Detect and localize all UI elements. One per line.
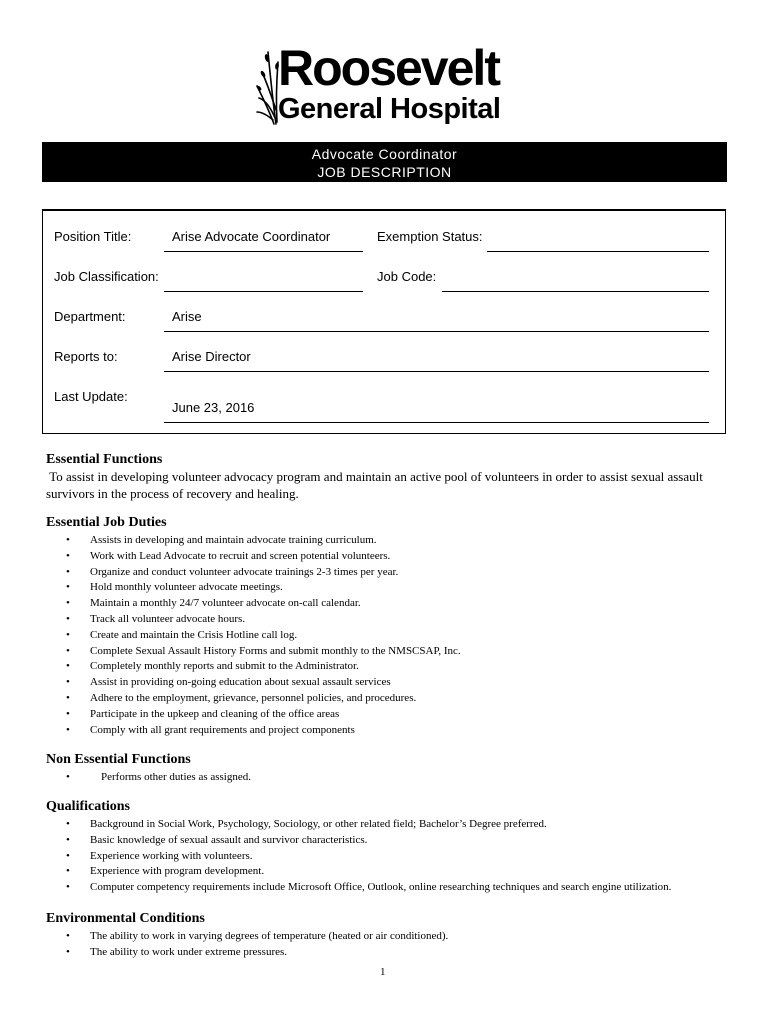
list-item: • Work with Lead Advocate to recruit and screen potential volunteers. — [46, 549, 726, 565]
list-item: • The ability to work under extreme pressures. — [46, 945, 726, 961]
logo-wordmark-bottom: General Hospital — [278, 93, 501, 125]
list-item: • Completely monthly reports and submit to the Administrator. — [46, 659, 726, 675]
list-item: • Participate in the upkeep and cleaning of the office areas — [46, 707, 726, 723]
document-subtitle: JOB DESCRIPTION — [317, 164, 452, 180]
document-title: Advocate Coordinator — [311, 146, 458, 162]
non-essential-heading: Non Essential Functions — [46, 752, 191, 767]
list-item: • Background in Social Work, Psychology, Sociology, or other related field; Bachelor’s Degree preferred. — [46, 817, 726, 833]
job-code-label: Job Code: — [377, 269, 437, 284]
job-classification-line — [164, 291, 363, 292]
non-essential-list — [46, 770, 726, 786]
exemption-status-line — [487, 251, 709, 252]
page-number: 1 — [380, 966, 386, 978]
qualifications-list — [46, 817, 726, 896]
non-essential-section — [46, 751, 726, 786]
qualifications-section — [46, 798, 726, 896]
position-title-value: Arise Advocate Coordinator — [172, 229, 331, 244]
list-item: • Comply with all grant requirements and project components — [46, 723, 726, 739]
department-label: Department: — [54, 309, 126, 324]
list-item: • Track all volunteer advocate hours. — [46, 612, 726, 628]
list-item: • The ability to work in varying degrees of temperature (heated or air conditioned). — [46, 929, 726, 945]
wheat-grass-icon — [256, 48, 280, 126]
environmental-heading: Environmental Conditions — [46, 911, 205, 926]
essential-duties-section — [46, 514, 726, 738]
list-item: • Performs other duties as assigned. — [46, 770, 726, 786]
list-item: • Maintain a monthly 24/7 volunteer advocate on-call calendar. — [46, 596, 726, 612]
job-code-line — [442, 291, 709, 292]
essential-functions-text: To assist in developing volunteer advocacy program and maintain an active pool of volunteers in order to assist sexual assault survivors in the process of recovery and healing. — [46, 469, 707, 501]
qualifications-heading: Qualifications — [46, 799, 131, 814]
reports-to-label: Reports to: — [54, 349, 118, 364]
hospital-logo — [256, 40, 516, 130]
list-item: • Experience working with volunteers. — [46, 849, 726, 865]
position-info-form — [42, 209, 726, 434]
position-title-label: Position Title: — [54, 229, 132, 244]
list-item: • Hold monthly volunteer advocate meetings. — [46, 580, 726, 596]
list-item: • Basic knowledge of sexual assault and survivor characteristics. — [46, 833, 726, 849]
list-item: • Create and maintain the Crisis Hotline call log. — [46, 628, 726, 644]
list-item: • Organize and conduct volunteer advocate trainings 2-3 times per year. — [46, 565, 726, 581]
essential-functions-heading: Essential Functions — [46, 452, 163, 467]
environmental-section — [46, 910, 726, 961]
last-update-line — [164, 422, 709, 423]
last-update-label: Last Update: — [54, 389, 128, 404]
environmental-list — [46, 929, 726, 961]
department-line — [164, 331, 709, 332]
essential-functions-section — [46, 451, 726, 502]
essential-duties-heading: Essential Job Duties — [46, 515, 167, 530]
essential-duties-list — [46, 533, 726, 738]
title-banner — [42, 142, 727, 182]
reports-to-line — [164, 371, 709, 372]
logo-wordmark-top: Roosevelt — [278, 40, 499, 96]
list-item: • Assists in developing and maintain advocate training curriculum. — [46, 533, 726, 549]
list-item: • Computer competency requirements include Microsoft Office, Outlook, online researching techniques and search engine utilization. — [46, 880, 726, 896]
job-classification-label: Job Classification: — [54, 269, 159, 284]
reports-to-value: Arise Director — [172, 349, 251, 364]
list-item: • Experience with program development. — [46, 864, 726, 880]
exemption-status-label: Exemption Status: — [377, 229, 483, 244]
position-title-line — [164, 251, 363, 252]
list-item: • Assist in providing on-going education about sexual assault services — [46, 675, 726, 691]
department-value: Arise — [172, 309, 202, 324]
list-item: • Complete Sexual Assault History Forms and submit monthly to the NMSCSAP, Inc. — [46, 644, 726, 660]
last-update-value: June 23, 2016 — [172, 400, 255, 415]
list-item: • Adhere to the employment, grievance, personnel policies, and procedures. — [46, 691, 726, 707]
